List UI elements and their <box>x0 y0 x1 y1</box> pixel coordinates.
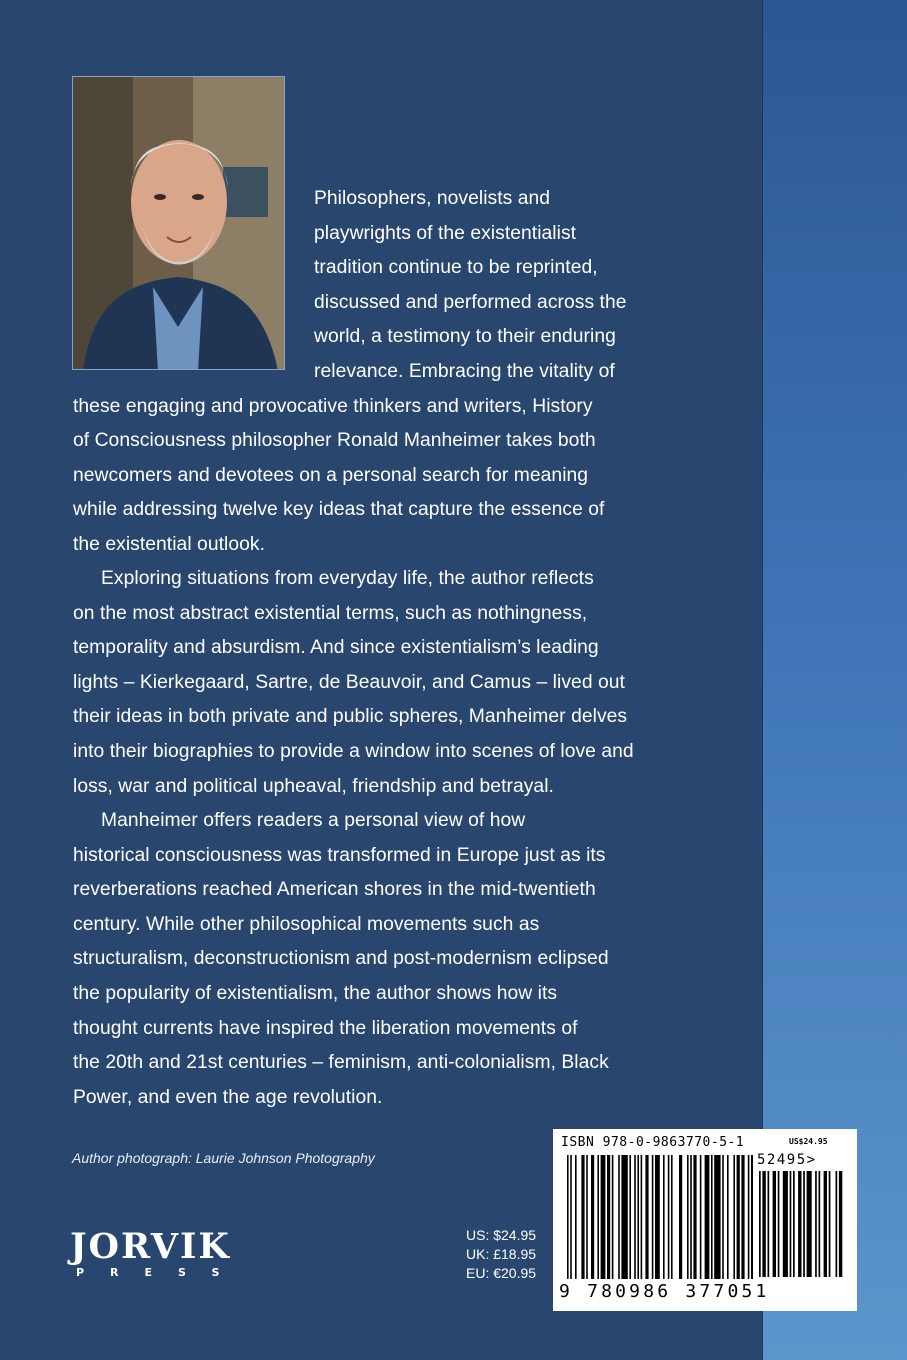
text-line: loss, war and political upheaval, friendship and betrayal. <box>73 775 554 797</box>
text-line: Exploring situations from everyday life, the author reflects <box>101 568 594 589</box>
text-line: lights – Kierkegaard, Sartre, de Beauvoir, and Camus – lived out <box>73 671 625 693</box>
text-line: Philosophers, novelists and <box>314 188 551 209</box>
blurb-paragraph-2 <box>73 562 713 804</box>
barcode-addon-number: 52495> <box>757 1152 817 1168</box>
price-us: US: $24.95 <box>466 1227 537 1243</box>
publisher-name: JORVIK <box>70 1226 231 1267</box>
isbn-label: ISBN 978-0-9863770-5-1 <box>561 1135 745 1150</box>
text-line: historical consciousness was transformed in Europe just as its <box>73 844 606 866</box>
blurb-paragraph-1 <box>73 182 713 563</box>
text-line: Power, and even the age revolution. <box>73 1086 383 1108</box>
price-list <box>466 1226 546 1283</box>
text-line: temporality and absurdism. And since existentialism’s leading <box>73 637 599 659</box>
text-line: the existential outlook. <box>73 533 265 555</box>
text-line: relevance. Embracing the vitality of <box>314 360 615 382</box>
text-line: these engaging and provocative thinkers and writers, History <box>73 395 593 417</box>
price-uk: UK: £18.95 <box>466 1246 537 1262</box>
text-line: Manheimer offers readers a personal view of how <box>101 810 526 831</box>
publisher-subtitle: PRESS <box>76 1266 246 1279</box>
text-line: thought currents have inspired the liberation movements of <box>73 1017 578 1039</box>
text-line: while addressing twelve key ideas that capture the essence of <box>73 499 605 521</box>
text-line: world, a testimony to their enduring <box>314 326 616 348</box>
photo-credit: Author photograph: Laurie Johnson Photography <box>72 1150 375 1166</box>
text-line: on the most abstract existential terms, such as nothingness, <box>73 602 588 624</box>
text-line: their ideas in both private and public spheres, Manheimer delves <box>73 706 628 728</box>
publisher-logo <box>70 1226 246 1280</box>
text-line: playwrights of the existentialist <box>314 222 577 244</box>
barcode-price-code: US$24.95 <box>789 1137 828 1146</box>
text-line: discussed and performed across the <box>314 291 627 313</box>
text-line: reverberations reached American shores in the mid-twentieth <box>73 879 596 901</box>
isbn-barcode <box>553 1129 857 1311</box>
text-line: century. While other philosophical movements such as <box>73 913 540 935</box>
text-line: the 20th and 21st centuries – feminism, anti-colonialism, Black <box>73 1052 609 1074</box>
price-eu: EU: €20.95 <box>466 1265 537 1281</box>
text-line: structuralism, deconstructionism and post-modernism eclipsed <box>73 948 609 970</box>
text-line: tradition continue to be reprinted, <box>314 257 598 279</box>
ean-digits: 9 780986 377051 <box>559 1281 770 1302</box>
addon-bars <box>759 1171 849 1281</box>
text-line: the popularity of existentialism, the author shows how its <box>73 982 558 1004</box>
text-line: of Consciousness philosopher Ronald Manheimer takes both <box>73 430 596 452</box>
blurb-paragraph-3 <box>73 804 713 1115</box>
text-line: newcomers and devotees on a personal search for meaning <box>73 464 589 486</box>
ean-bars <box>567 1155 753 1281</box>
text-line: into their biographies to provide a window into scenes of love and <box>73 740 634 762</box>
